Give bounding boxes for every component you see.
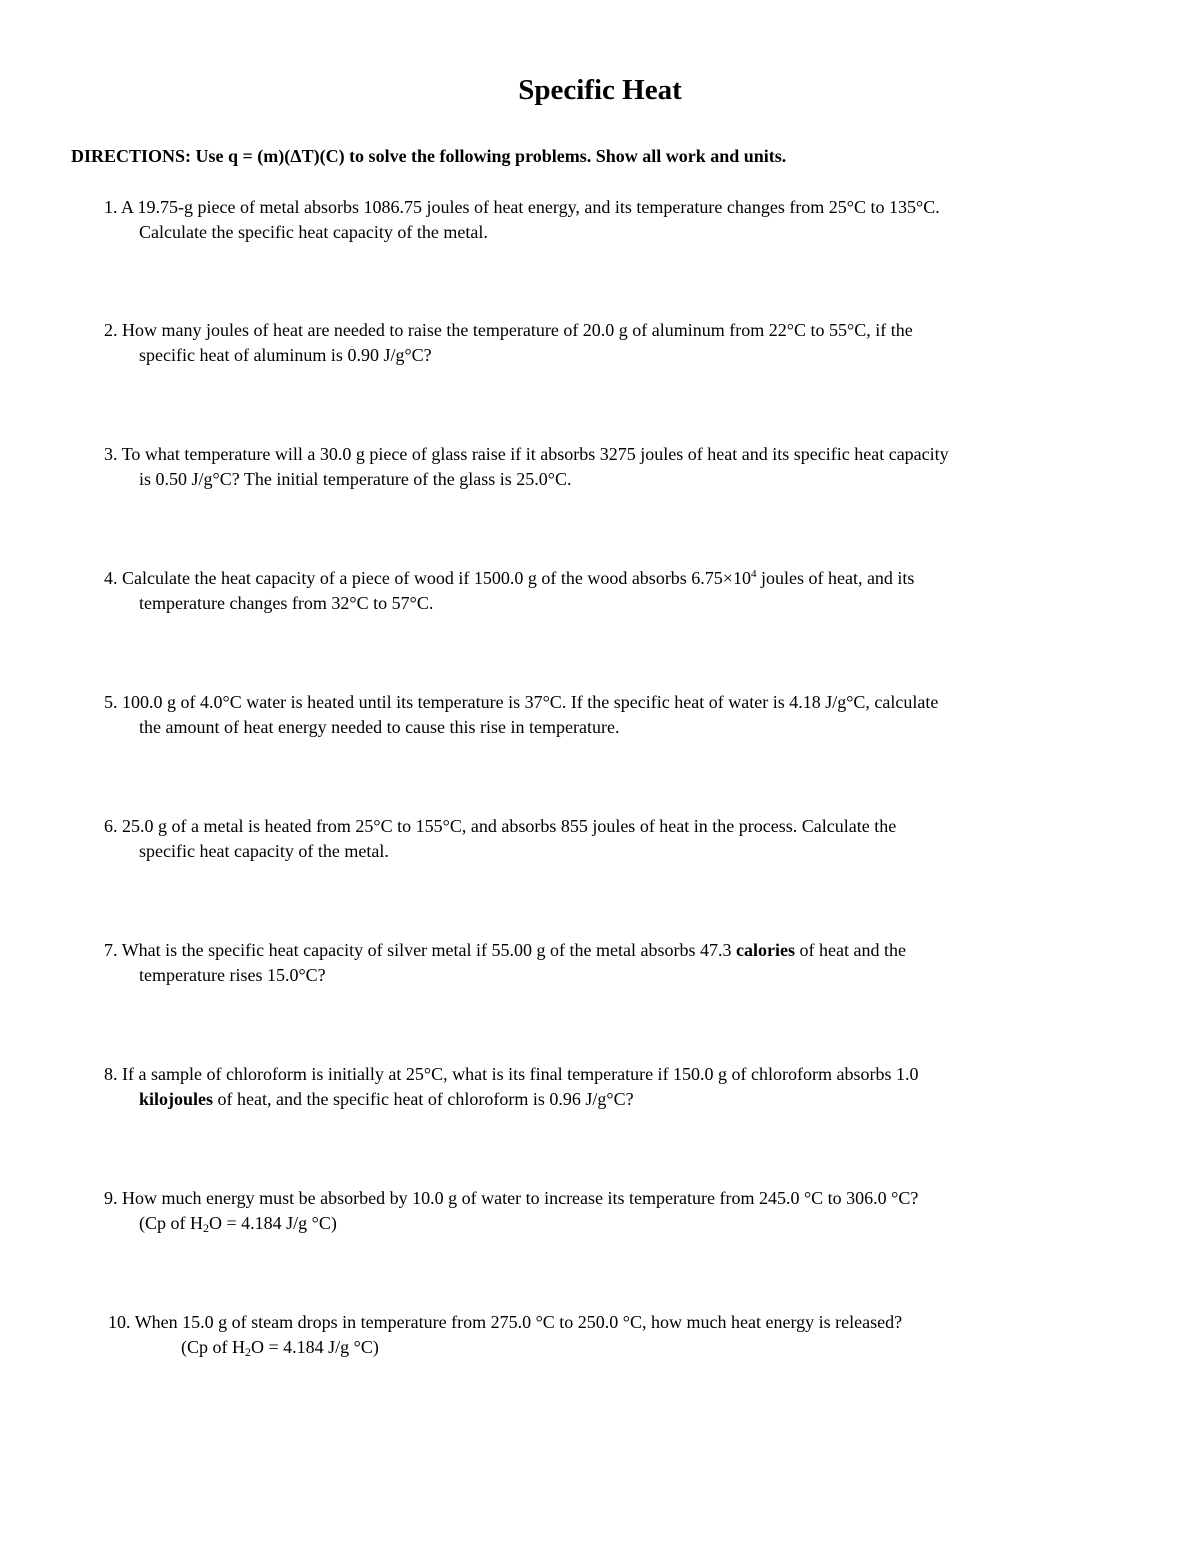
problem-text: 100.0 g of 4.0°C water is heated until its temperature is 37°C. If the specific heat of water is 4.18 J/g°C, calculate — [122, 692, 939, 712]
problem-number: 3. — [104, 444, 118, 464]
problem-10 — [108, 1310, 902, 1360]
problem-number: 9. — [104, 1188, 118, 1208]
problem-4-line2: temperature changes from 32°C to 57°C. — [139, 593, 434, 613]
problem-6-line1 — [104, 814, 896, 839]
problem-text-after: of heat and the — [794, 940, 906, 960]
problem-5-line2: the amount of heat energy needed to cause this rise in temperature. — [139, 717, 620, 737]
problem-8-line2 — [104, 1087, 919, 1112]
problem-text-after: joules of heat, and its — [756, 568, 915, 588]
problem-2-line1 — [104, 318, 913, 343]
problem-3-line1 — [104, 442, 949, 467]
delta-symbol: Δ — [290, 146, 302, 166]
problem-6 — [104, 814, 896, 864]
problem-2-line2: specific heat of aluminum is 0.90 J/g°C? — [139, 345, 432, 365]
formula-before: (Cp of H — [139, 1213, 203, 1233]
problem-3 — [104, 442, 949, 492]
problem-text: To what temperature will a 30.0 g piece of glass raise if it absorbs 3275 joules of heat and its specific heat capacity — [121, 444, 949, 464]
problem-1-line1 — [104, 195, 940, 220]
formula-after: O = 4.184 J/g °C) — [251, 1337, 379, 1357]
problem-6-line2: specific heat capacity of the metal. — [139, 841, 389, 861]
subscript: 2 — [245, 1345, 251, 1359]
problem-text: A 19.75-g piece of metal absorbs 1086.75 joules of heat energy, and its temperature changes from 25°C to 135°C. — [121, 197, 940, 217]
problem-text-before: What is the specific heat capacity of silver metal if 55.00 g of the metal absorbs 47.3 — [121, 940, 736, 960]
problem-9-line1 — [104, 1186, 918, 1211]
problem-number: 2. — [104, 320, 118, 340]
page-title: Specific Heat — [518, 74, 682, 106]
problem-text: If a sample of chloroform is initially at 25°C, what is its final temperature if 150.0 g of chloroform absorbs 1.0 — [122, 1064, 919, 1084]
directions-text-before: Use q = (m)( — [195, 146, 291, 166]
bold-term: kilojoules — [139, 1089, 214, 1109]
problem-text: How much energy must be absorbed by 10.0 g of water to increase its temperature from 245.0 °C to 306.0 °C? — [122, 1188, 919, 1208]
problem-4 — [104, 566, 914, 616]
directions-label: DIRECTIONS: — [71, 146, 192, 166]
problem-number: 6. — [104, 816, 118, 836]
problem-10-line1 — [108, 1310, 902, 1335]
problem-9 — [104, 1186, 918, 1236]
problem-3-line2: is 0.50 J/g°C? The initial temperature of the glass is 25.0°C. — [139, 469, 572, 489]
subscript: 2 — [203, 1221, 209, 1235]
problem-5 — [104, 690, 938, 740]
problem-text-after: of heat, and the specific heat of chloroform is 0.96 J/g°C? — [213, 1089, 634, 1109]
problem-2 — [104, 318, 913, 368]
problem-4-line1 — [104, 566, 914, 591]
problem-text-before: Calculate the heat capacity of a piece of wood if 1500.0 g of the wood absorbs 6.75×10 — [122, 568, 751, 588]
formula-before: (Cp of H — [181, 1337, 245, 1357]
bold-term: calories — [736, 940, 795, 960]
formula-after: O = 4.184 J/g °C) — [209, 1213, 337, 1233]
problem-number: 8. — [104, 1064, 118, 1084]
directions — [71, 143, 786, 169]
problem-8 — [104, 1062, 919, 1112]
problem-text: How many joules of heat are needed to raise the temperature of 20.0 g of aluminum from 22°C to 55°C, if the — [122, 320, 913, 340]
problem-1 — [104, 195, 940, 245]
problem-7-line2: temperature rises 15.0°C? — [139, 965, 326, 985]
problem-9-line2 — [104, 1211, 918, 1236]
exponent: 4 — [750, 568, 757, 580]
problem-text: 25.0 g of a metal is heated from 25°C to 155°C, and absorbs 855 joules of heat in the process. Calculate the — [122, 816, 897, 836]
directions-text-after: T)(C) to solve the following problems. Show all work and units. — [301, 146, 787, 166]
problem-number: 10. — [108, 1312, 131, 1332]
problem-7-line1 — [104, 938, 906, 963]
problem-number: 7. — [104, 940, 118, 960]
problem-text: When 15.0 g of steam drops in temperature from 275.0 °C to 250.0 °C, how much heat energy is released? — [134, 1312, 903, 1332]
problem-7 — [104, 938, 906, 988]
problem-number: 4. — [104, 568, 118, 588]
problem-8-line1 — [104, 1062, 919, 1087]
problem-number: 1. — [104, 197, 118, 217]
problem-10-line2 — [108, 1335, 902, 1360]
problem-5-line1 — [104, 690, 938, 715]
problem-number: 5. — [104, 692, 118, 712]
problem-1-line2: Calculate the specific heat capacity of the metal. — [139, 222, 488, 242]
